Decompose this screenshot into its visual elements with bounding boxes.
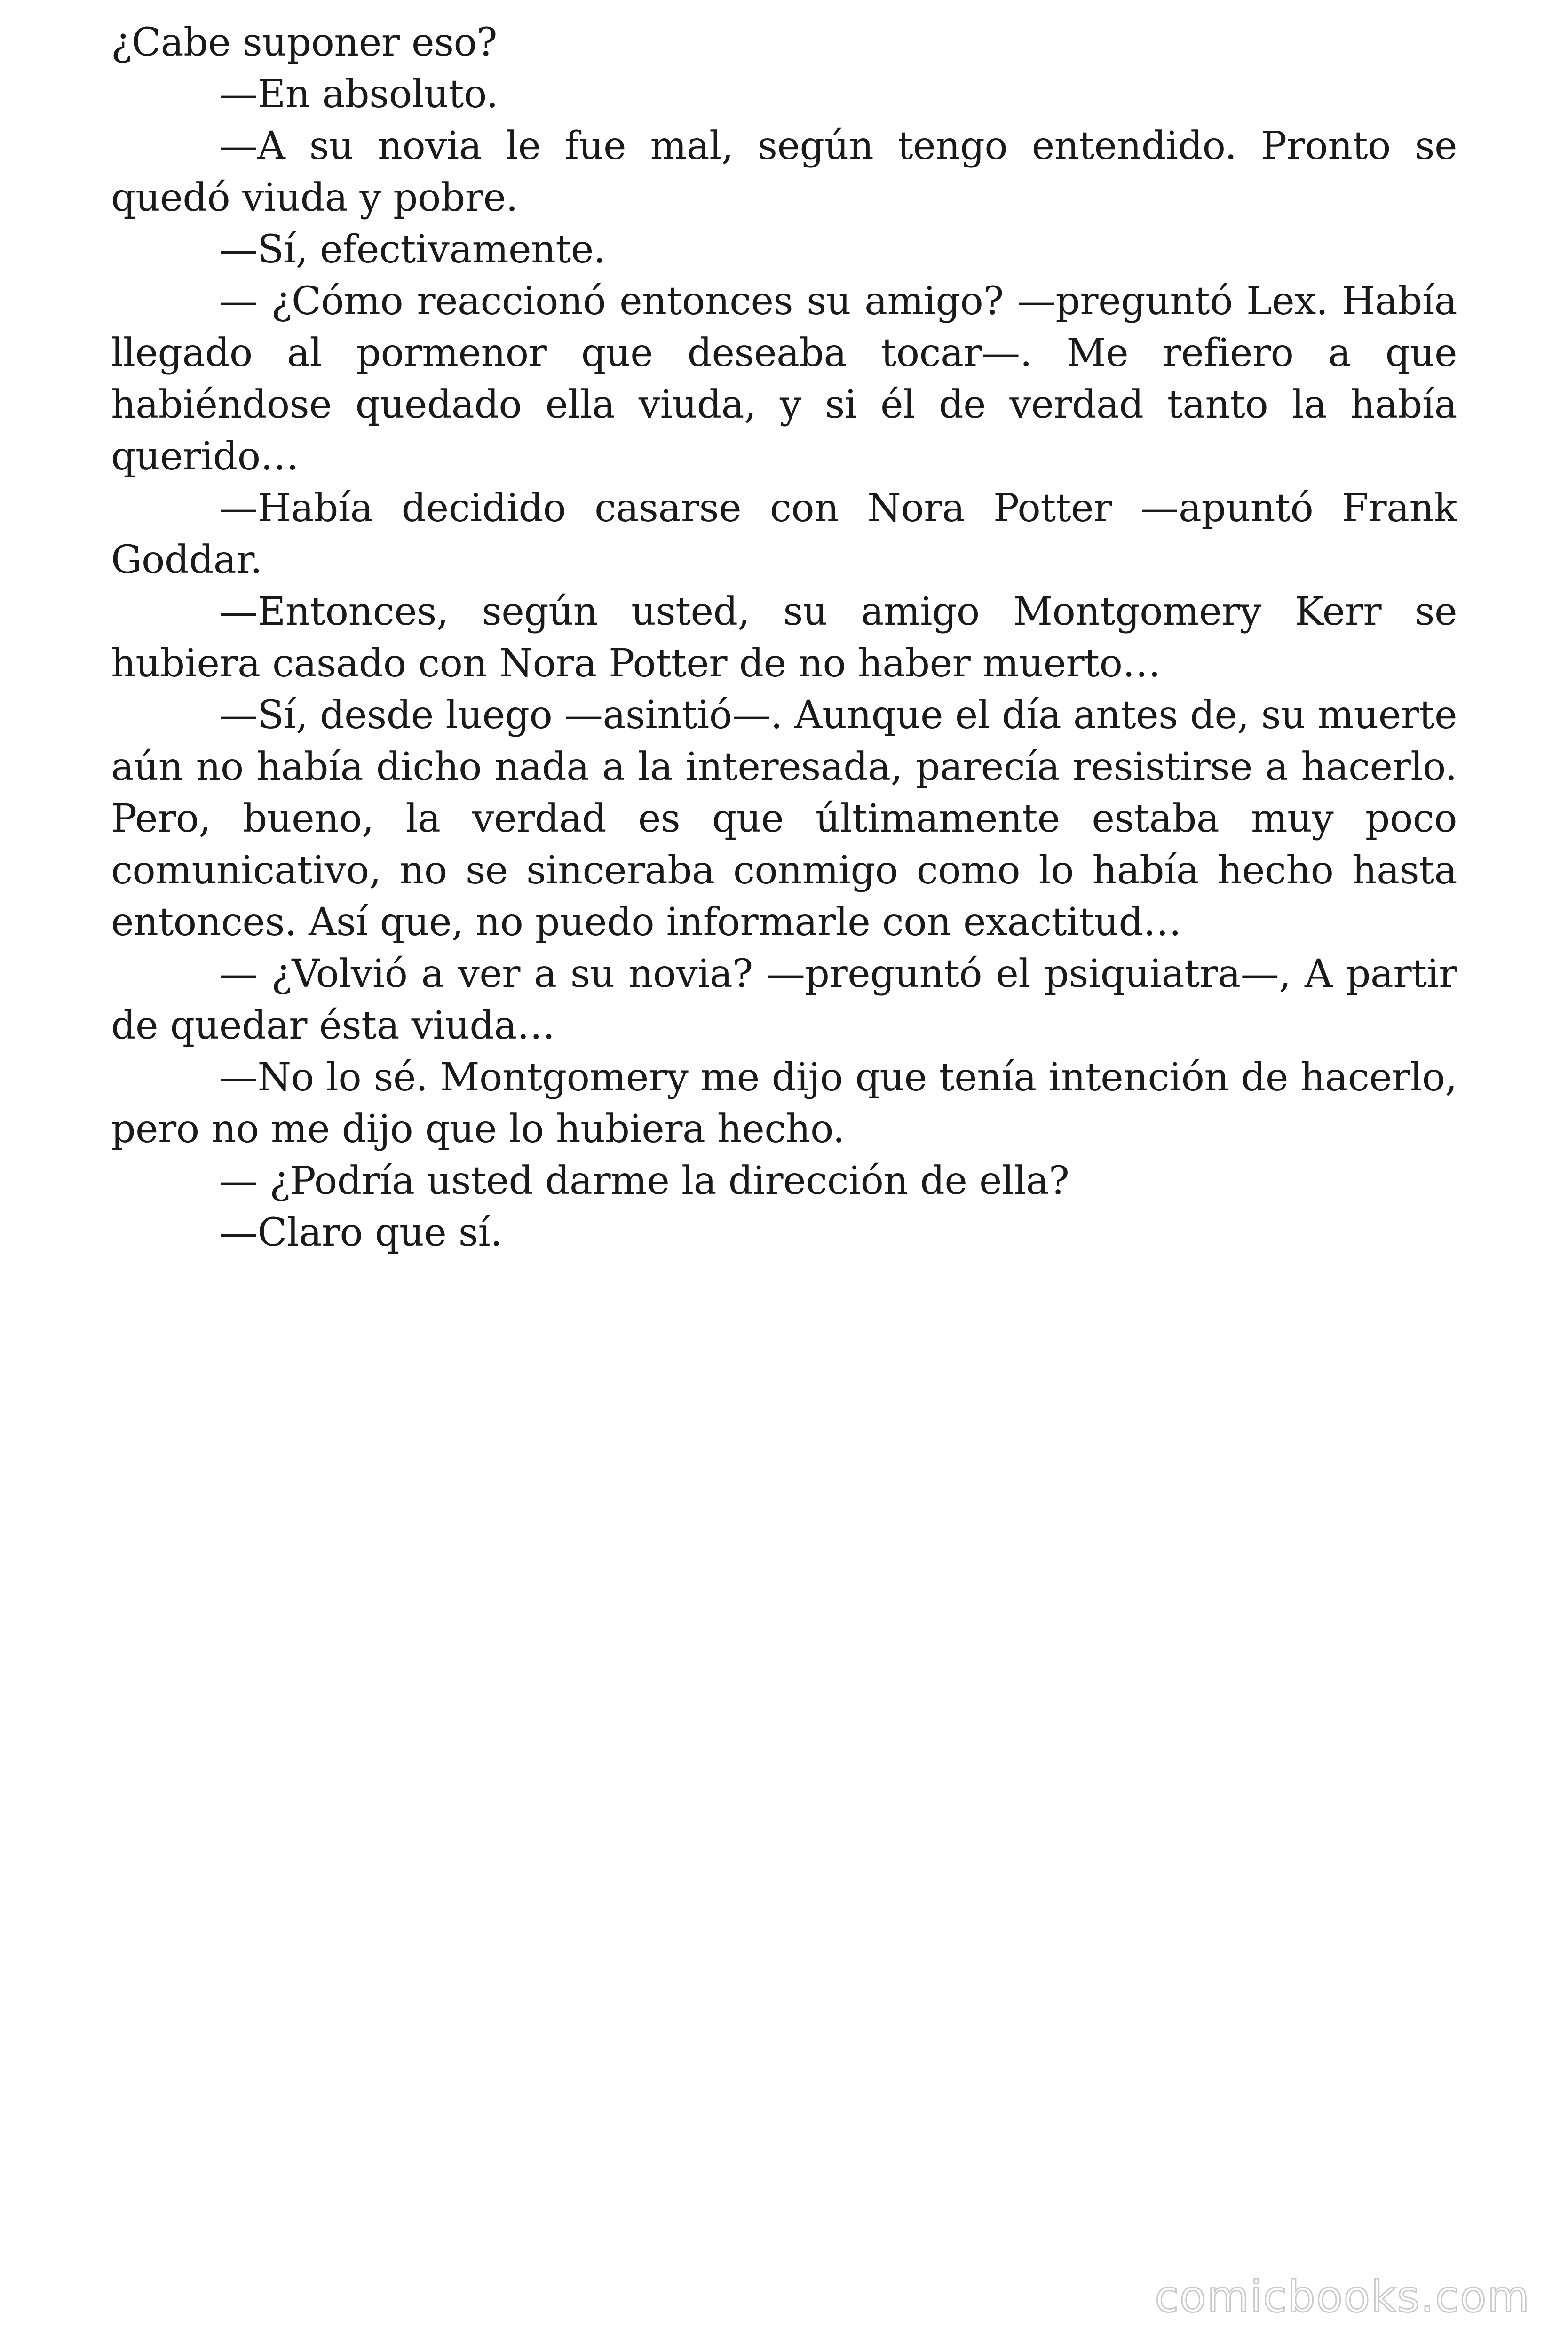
paragraph-5: — ¿Cómo reaccionó entonces su amigo? —preguntó Lex. Había llegado al pormenor que deseaba tocar—. Me refiero a que habiéndose quedado ella viuda, y si él de verdad tanto la había querido… — [111, 279, 1457, 479]
paragraph-11: — ¿Podría usted darme la dirección de ella? — [219, 1159, 1069, 1203]
paragraph-3: —A su novia le fue mal, según tengo entendido. Pronto se quedó viuda y pobre. — [111, 124, 1457, 220]
paragraph-9: — ¿Volvió a ver a su novia? —preguntó el psiquiatra—, A partir de quedar ésta viuda… — [111, 952, 1457, 1048]
paragraph-6: —Había decidido casarse con Nora Potter —apuntó Frank Goddar. — [111, 486, 1457, 582]
paragraph-8: —Sí, desde luego —asintió—. Aunque el día antes de, su muerte aún no había dicho nada a la interesada, parecía resistirse a hacerlo. Pero, bueno, la verdad es que últimamente estaba muy poco comunicativo, no se sinceraba conmigo como lo había hecho hasta entonces. Así que, no puedo informarle con exactitud… — [111, 693, 1457, 945]
paragraph-7: —Entonces, según usted, su amigo Montgomery Kerr se hubiera casado con Nora Potter de no haber muerto… — [111, 589, 1457, 686]
paragraph-2: —En absoluto. — [219, 72, 499, 117]
watermark-logo: comicbooks.com — [1155, 2272, 1530, 2322]
paragraph-12: —Claro que sí. — [219, 1210, 502, 1255]
paragraph-1: ¿Cabe suponer eso? — [111, 20, 497, 65]
paragraph-10: —No lo sé. Montgomery me dijo que tenía intención de hacerlo, pero no me dijo que lo hubiera hecho. — [111, 1055, 1457, 1152]
book-page-text — [111, 17, 1457, 1259]
paragraph-4: —Sí, efectivamente. — [219, 227, 606, 272]
